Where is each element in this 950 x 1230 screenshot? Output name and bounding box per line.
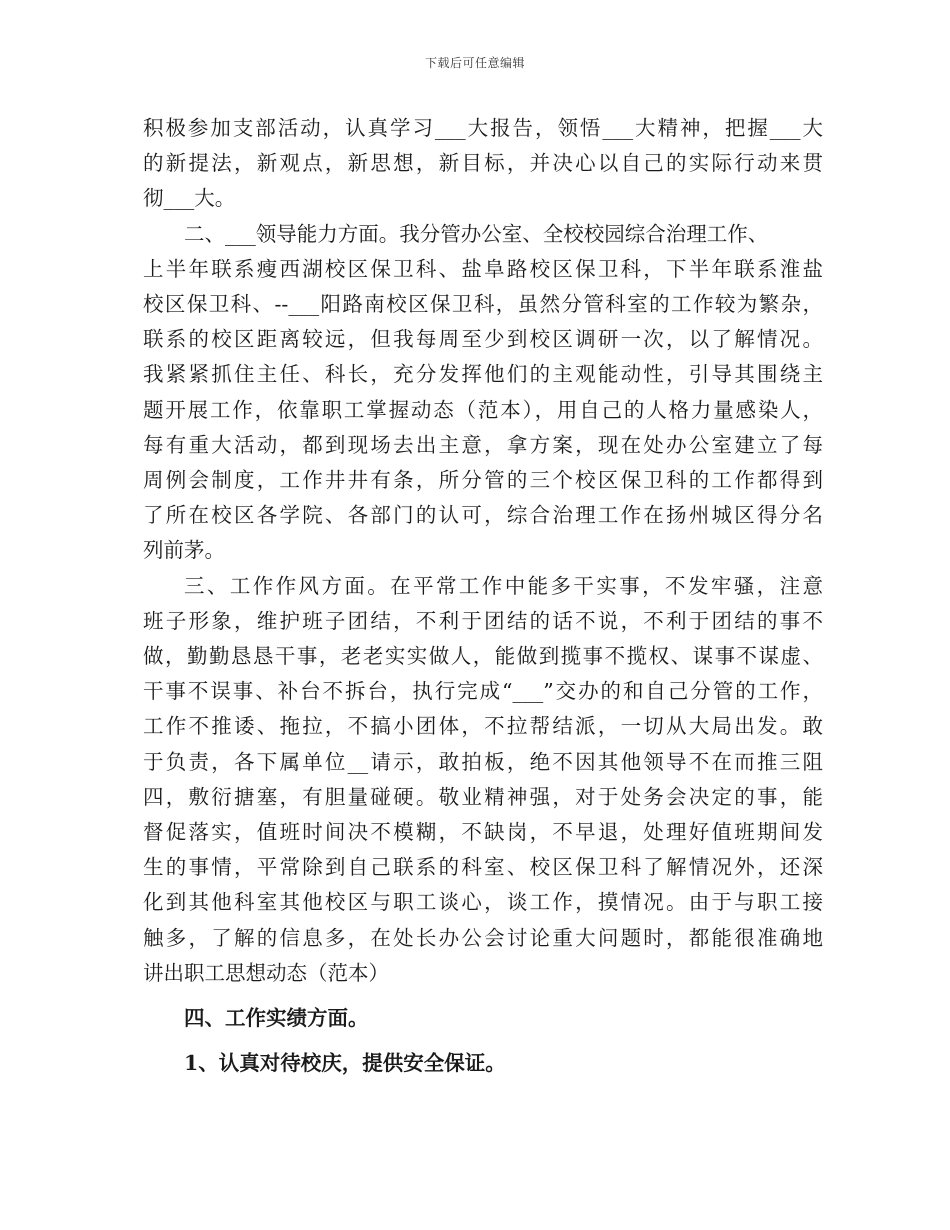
text-line: 列前茅。	[143, 538, 225, 563]
text-line: 上半年联系瘦西湖校区保卫科、盐阜路校区保卫科，下半年联系淮盐	[143, 256, 823, 281]
subheading-school-anniversary	[143, 1046, 823, 1081]
text-line: 四，敷衍搪塞，有胆量碰硬。敬业精神强，对于处务会决定的事，能	[143, 784, 823, 809]
text-line: 干事不误事、补台不拆台，执行完成“___”交办的和自己分管的工作，	[143, 679, 823, 704]
text-line: 触多，了解的信息多，在处长办公会讨论重大问题时，都能很准确地	[143, 925, 823, 950]
text-line: 题开展工作，依靠职工掌握动态（范本），用自己的人格力量感染人，	[143, 397, 823, 422]
text-line: 于负责，各下属单位__请示，敢拍板，绝不因其他领导不在而推三阻	[143, 749, 823, 774]
text-line: 工作不推诿、拖拉，不搞小团体，不拉帮结派，一切从大局出发。敢	[143, 714, 823, 739]
text-line: 生的事情，平常除到自己联系的科室、校区保卫科了解情况外，还深	[143, 855, 823, 880]
text-line: 的新提法，新观点，新思想，新目标，并决心以自己的实际行动来贯	[143, 151, 823, 176]
text-line: 联系的校区距离较远，但我每周至少到校区调研一次，以了解情况。	[143, 327, 823, 352]
text-line: 周例会制度，工作井井有条，所分管的三个校区保卫科的工作都得到	[143, 468, 823, 493]
text-line: 班子形象，维护班子团结，不利于团结的话不说，不利于团结的事不	[143, 608, 823, 633]
text-line: 彻___大。	[143, 186, 236, 211]
document-body	[143, 111, 823, 1081]
text-line: 督促落实，值班时间决不模糊，不缺岗，不早退，处理好值班期间发	[143, 820, 823, 845]
heading-line: 四、工作实绩方面。	[184, 1006, 369, 1031]
paragraph-work-style	[143, 569, 823, 991]
text-line: 讲出职工思想动态（范本）	[143, 960, 389, 985]
page-header: 下载后可任意编辑	[424, 56, 525, 70]
text-line: 做，勤勤恳恳干事，老老实实做人，能做到揽事不揽权、谋事不谋虚、	[143, 644, 823, 669]
text-line: 积极参加支部活动，认真学习___大报告，领悟___大精神，把握___大	[143, 116, 823, 140]
text-line: 我紧紧抓住主任、科长，充分发挥他们的主观能动性，引导其围绕主	[143, 362, 823, 387]
text-line: 校区保卫科、--___阳路南校区保卫科，虽然分管科室的工作较为繁杂，	[143, 292, 823, 317]
text-line: 每有重大活动，都到现场去出主意，拿方案，现在处办公室建立了每	[143, 432, 823, 457]
text-line: 化到其他科室其他校区与职工谈心，谈工作，摸情况。由于与职工接	[143, 890, 823, 915]
section-heading-achievements	[143, 1001, 823, 1036]
text-line: 二、___领导能力方面。我分管办公室、全校校园综合治理工作、	[184, 221, 769, 246]
text-line: 了所在校区各学院、各部门的认可，综合治理工作在扬州城区得分名	[143, 503, 823, 528]
paragraph-leadership	[143, 217, 823, 569]
paragraph-party-study	[143, 111, 823, 217]
heading-line: 1、认真对待校庆，提供安全保证。	[184, 1051, 506, 1076]
text-line: 三、工作作风方面。在平常工作中能多干实事，不发牢骚，注意	[184, 573, 823, 598]
